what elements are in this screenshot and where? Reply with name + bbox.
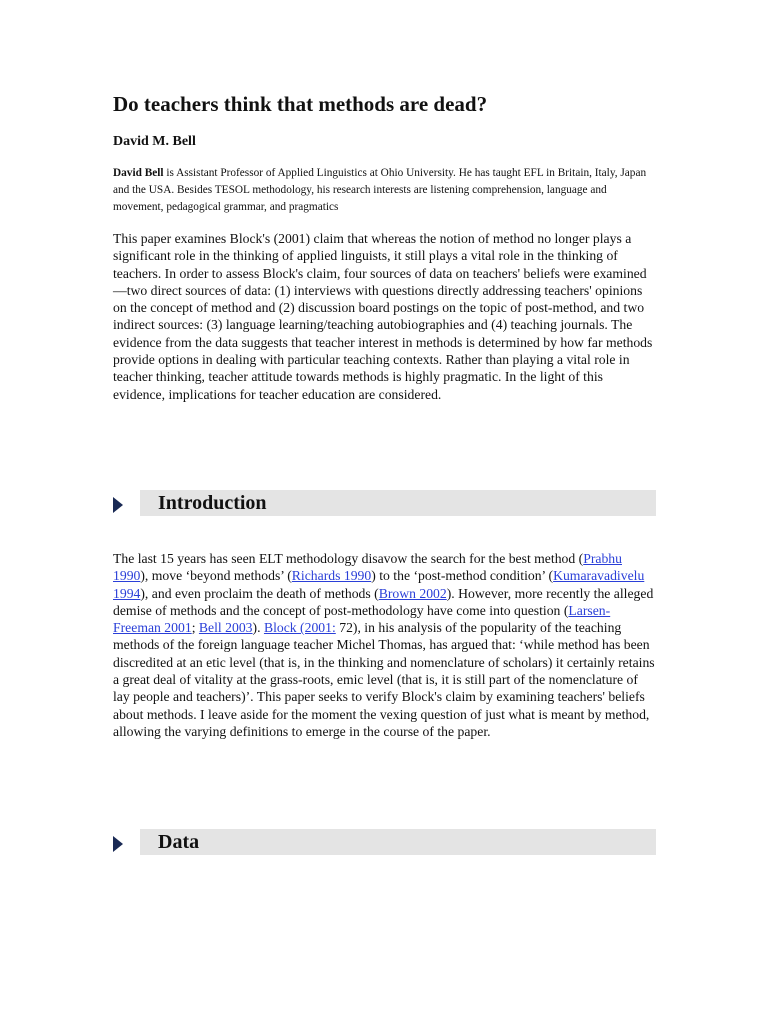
citation-link-bell-2003[interactable]: Bell 2003 <box>198 620 253 636</box>
citation-link-larsen-freeman-2001[interactable]: Larsen-Freeman 2001 <box>113 602 611 636</box>
citation-link-brown-2002[interactable]: Brown 2002 <box>378 585 447 601</box>
bio-text: is Assistant Professor of Applied Linguistics at Ohio University. He has taught EFL in Britain, Italy, Japan and the USA. Besides TESOL methodology, his research interests are listening comprehension, language and movement, pedagogical grammar, and pragmatics <box>113 167 647 213</box>
arrow-right-icon <box>113 497 123 513</box>
article-title: Do teachers think that methods are dead? <box>113 92 488 116</box>
intro-text: 72), in his analysis of the popularity of the teaching methods of the foreign language teacher Michel Thomas, has argued that: ‘while method has been discredited at an etic level (that is, in the thinking and nomenclature of scholars) it certainly retains a great deal of vitality at the grass-roots, emic level (that is, it is still part of the nomenclature of lay people and teachers)’. This paper seeks to verify Block's claim by examining teachers' beliefs about methods. I leave aside for the moment the vexing question of just what is meant by method, allowing the varying definitions to emerge in the course of the paper. <box>113 620 655 739</box>
citation-link-block-2001[interactable]: Block (2001: <box>263 620 336 636</box>
section-title: Data <box>158 831 200 853</box>
author-name: David M. Bell <box>113 134 196 149</box>
section-heading-bar <box>140 829 656 855</box>
intro-text: The last 15 years has seen ELT methodology disavow the search for the best method ( <box>113 551 584 566</box>
citation-link-richards-1990[interactable]: Richards 1990 <box>291 568 372 584</box>
section-heading-data <box>113 829 658 859</box>
bio-name: David Bell <box>113 167 164 179</box>
author-bio <box>113 165 658 216</box>
section-heading-introduction <box>113 490 658 520</box>
intro-text: ) to the ‘post-method condition’ ( <box>371 568 554 584</box>
section-title: Introduction <box>158 492 267 514</box>
citation-link-kumaravadivelu-1994[interactable]: Kumaravadivelu 1994 <box>113 568 645 601</box>
arrow-right-icon <box>113 836 123 852</box>
intro-text: ), and even proclaim the death of methods ( <box>140 585 379 601</box>
introduction-paragraph <box>113 550 658 740</box>
intro-text: ; <box>191 620 199 636</box>
citation-link-prabhu-1990[interactable]: Prabhu 1990 <box>113 551 622 584</box>
intro-text: ). However, more recently the alleged demise of methods and the concept of post-methodology have come into question ( <box>113 585 654 618</box>
intro-text: ), move ‘beyond methods’ ( <box>140 568 292 584</box>
intro-text: ). <box>252 620 264 636</box>
abstract: This paper examines Block's (2001) claim that whereas the notion of method no longer plays a significant role in the thinking of applied linguists, it still plays a vital role in the thinking of teachers. In order to assess Block's claim, four sources of data on teachers' beliefs were examined—two direct sources of data: (1) interviews with questions directly addressing teachers' opinions on the concept of method and (2) discussion board postings on the topic of post-method, and two indirect sources: (3) language learning/teaching autobiographies and (4) teaching journals. The evidence from the data suggests that teacher interest in methods is determined by how far methods provide options in dealing with particular teaching contexts. Rather than playing a vital role in teacher thinking, teacher attitude towards methods is highly pragmatic. In the light of this evidence, implications for teacher education are considered. <box>113 231 653 402</box>
